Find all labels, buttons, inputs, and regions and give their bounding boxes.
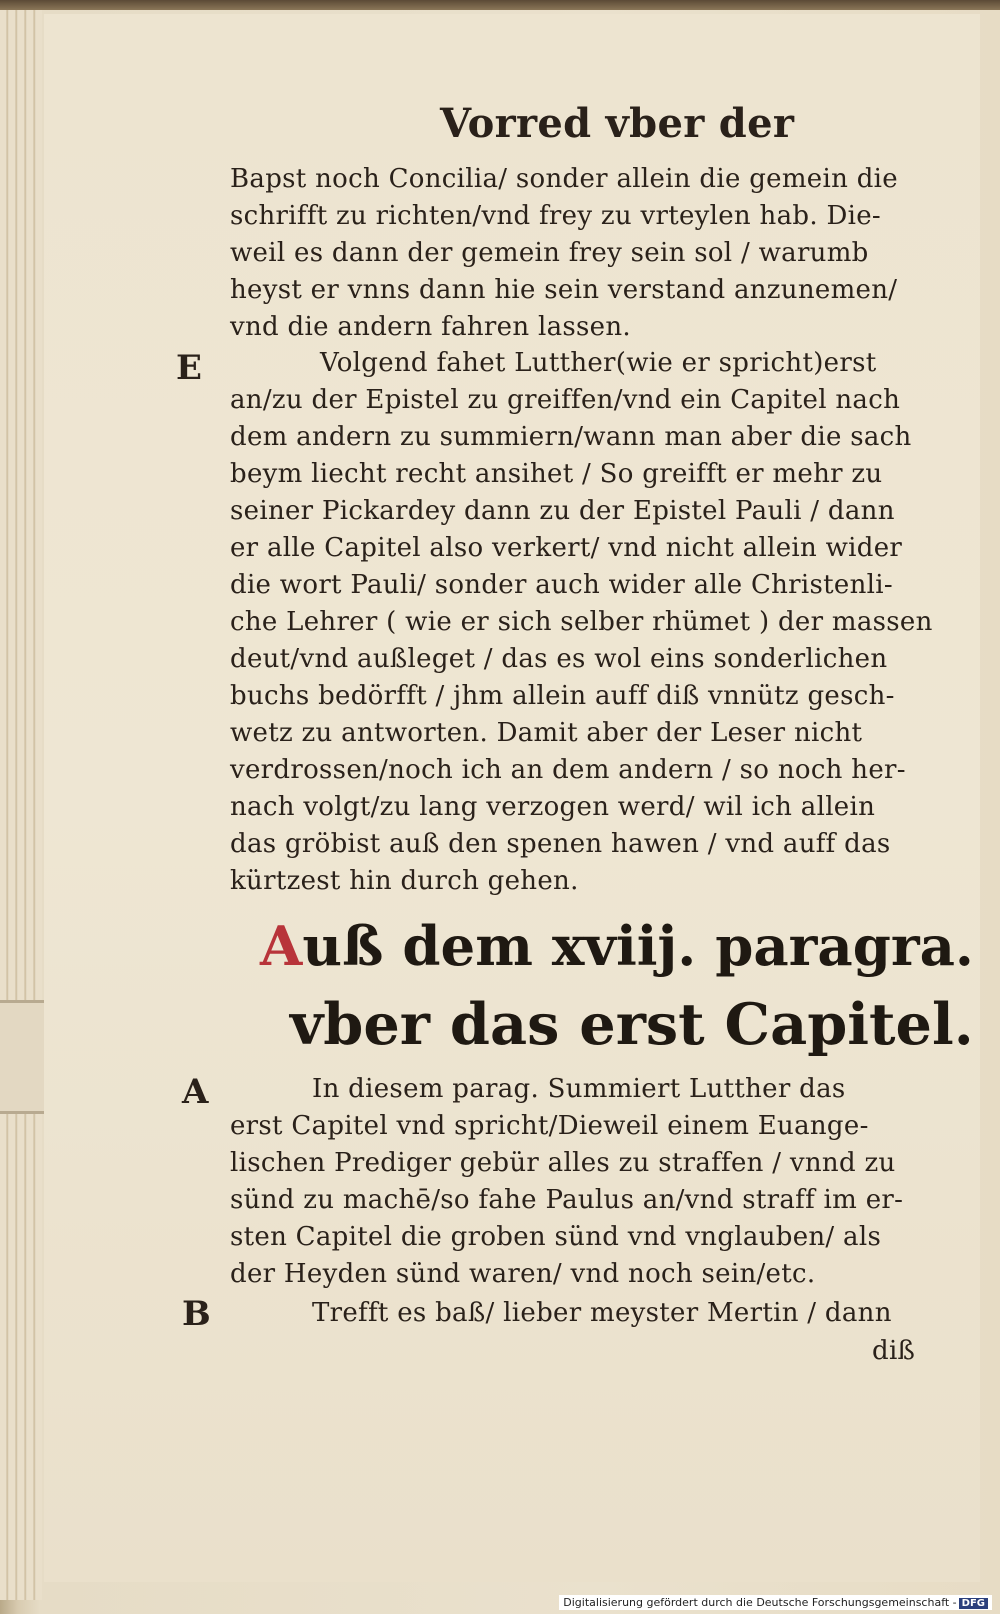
marginal-letter-a: A [182,1072,209,1112]
text-line: sten Capitel die groben sünd vnd vnglauben/ als [230,1222,882,1252]
text-line: vnd die andern fahren lassen. [230,312,631,342]
text-line: weil es dann der gemein frey sein sol / warumb [230,238,869,268]
book-top-edge [0,0,1000,10]
text-line: lischen Prediger gebür alles zu straffen / vnnd zu [230,1148,896,1178]
digitization-credit [559,1595,992,1610]
text-line: seiner Pickardey dann zu der Epistel Pauli / dann [230,496,895,526]
text-line: sünd zu machē/so fahe Paulus an/vnd straff im er- [230,1185,904,1215]
text-line: wetz zu antworten. Damit aber der Leser nicht [230,718,863,748]
text-line: In diesem parag. Summiert Lutther das [312,1074,846,1104]
text-line: Volgend fahet Lutther(wie er spricht)erst [320,348,877,378]
text-line: nach volgt/zu lang verzogen werd/ wil ich allein [230,792,876,822]
text-line: das gröbist auß den spenen hawen / vnd auff das [230,829,891,859]
heading-text: uß dem xviij. paragra. [302,914,974,978]
text-line: beym liecht recht ansihet / So greifft er mehr zu [230,459,883,489]
text-line: der Heyden sünd waren/ vnd noch sein/etc. [230,1259,816,1289]
text-line: an/zu der Epistel zu greiffen/vnd ein Capitel nach [230,385,901,415]
text-line: dem andern zu summiern/wann man aber die sach [230,422,912,452]
credit-text: Digitalisierung gefördert durch die Deutsche Forschungsgemeinschaft - [563,1596,957,1609]
text-line: die wort Pauli/ sonder auch wider alle Christenli- [230,570,893,600]
red-initial: A [260,914,303,978]
text-line: buchs bedörfft / jhm allein auff diß vnnütz gesch- [230,681,895,711]
section-heading-line-2: vber das erst Capitel. [290,990,974,1058]
text-line: Bapst noch Concilia/ sonder allein die gemein die [230,164,898,194]
catchword: diß [872,1336,916,1366]
text-line: verdrossen/noch ich an dem andern / so noch her- [230,755,906,785]
running-header: Vorred vber der [440,100,795,147]
text-line: schrifft zu richten/vnd frey zu vrteylen hab. Die- [230,201,881,231]
dfg-logo: DFG [959,1598,988,1609]
text-line: deut/vnd außleget / das es wol eins sonderlichen [230,644,888,674]
page-edges [0,10,42,1600]
marginal-letter-e: E [176,348,202,388]
book-page [44,14,980,1582]
text-line: Trefft es baß/ lieber meyster Mertin / dann [312,1298,892,1328]
text-line: erst Capitel vnd spricht/Dieweil einem Euange- [230,1111,869,1141]
text-line: heyst er vnns dann hie sein verstand anzunemen/ [230,275,898,305]
text-line: kürtzest hin durch gehen. [230,866,579,896]
text-line: er alle Capitel also verkert/ vnd nicht allein wider [230,533,903,563]
marginal-letter-b: B [182,1294,211,1334]
text-line: che Lehrer ( wie er sich selber rhümet ) der massen [230,607,933,637]
section-heading-line-1 [260,914,974,978]
